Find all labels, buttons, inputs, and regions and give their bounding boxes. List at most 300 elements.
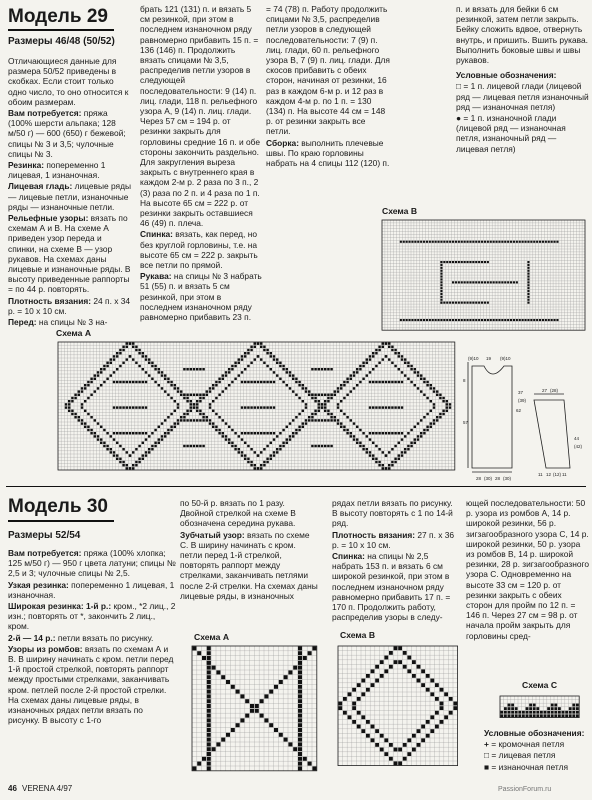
diamond-inner-stitch: [404, 435, 406, 437]
diamond-inner-stitch: [362, 432, 364, 434]
bar-stitch: [385, 432, 387, 434]
m30-scheme-a-stitch: [207, 723, 211, 727]
scheme-b-bar-stitch: [490, 319, 492, 321]
model30-col2-para-text: по 50-й р. вязать по 1 разу. Двойной стрелкой на схеме В обозначена середина рукава.: [180, 498, 296, 529]
diamond-stitch: [308, 419, 310, 421]
diamond-stitch: [369, 358, 371, 360]
scheme-b-bar-stitch: [478, 319, 480, 321]
model29-legend-item: [456, 113, 590, 154]
scheme-b-bar-stitch: [536, 241, 538, 243]
m30-scheme-b-stitch: [357, 711, 361, 715]
m30-scheme-a-stitch: [298, 675, 302, 679]
diamond-inner-stitch: [154, 381, 156, 383]
diamond-stitch: [158, 442, 160, 444]
diamond-stitch: [254, 346, 256, 348]
m30-scheme-b-stitch: [430, 679, 434, 683]
scheme-b-side-stitch: [527, 278, 529, 280]
m30-scheme-b-stitch: [412, 734, 416, 738]
m30-scheme-c-stitch: [547, 711, 550, 714]
scheme-b-bar-stitch: [409, 319, 411, 321]
diamond-inner-stitch: [375, 365, 377, 367]
m30-scheme-b-stitch: [407, 752, 411, 756]
model30-scheme-a-label: Схема А: [194, 632, 230, 642]
diamond-stitch: [420, 374, 422, 376]
m30-scheme-b-stitch: [440, 706, 444, 710]
model30-legend-text: = кромочная петля: [488, 739, 565, 750]
m30-scheme-c-stitch: [533, 714, 536, 717]
m30-scheme-c-stitch: [504, 714, 507, 717]
diamond-inner-stitch: [279, 432, 281, 434]
m30-scheme-b-stitch: [352, 702, 356, 706]
model29-legend-symbol: ●: [456, 113, 462, 124]
bar-stitch: [398, 406, 400, 408]
scheme-b-side-stitch: [527, 299, 529, 301]
diamond-stitch: [295, 381, 297, 383]
bar-stitch: [263, 406, 265, 408]
scheme-b-bar-stitch: [426, 241, 428, 243]
model30-col3-para: [332, 551, 460, 622]
bar-stitch: [385, 406, 387, 408]
scheme-b-bar-stitch: [455, 302, 457, 304]
diamond-inner-stitch: [305, 403, 307, 405]
diamond-inner-stitch: [289, 387, 291, 389]
diamond-stitch: [398, 458, 400, 460]
diamond-stitch: [206, 419, 208, 421]
diamond-stitch: [362, 362, 364, 364]
diamond-stitch: [314, 400, 316, 402]
model29-col2-para-lead: Рукава:: [140, 271, 172, 282]
diamond-stitch: [145, 454, 147, 456]
scheme-b-bar-stitch: [478, 281, 480, 283]
diamond-inner-stitch: [410, 381, 412, 383]
diamond-stitch: [334, 416, 336, 418]
diamond-stitch: [202, 413, 204, 415]
diamond-stitch: [177, 422, 179, 424]
scheme-b-bar-stitch: [426, 319, 428, 321]
diamond-stitch: [273, 454, 275, 456]
diamond-stitch: [350, 374, 352, 376]
diamond-stitch: [388, 346, 390, 348]
model30-col1-para-text: кром., *2 лиц., 2 изн.; повторять от *, закончить 2 лиц., кром.: [8, 601, 176, 632]
m30-scheme-a-stitch: [298, 709, 302, 713]
scheme-b-side-stitch: [440, 299, 442, 301]
diamond-stitch: [359, 445, 361, 447]
model30-col1-para-text: вязать по схемам А и В. В ширину начинать с кром. петли перед 1-й простой стрелкой, повторять раппорт между простыми стрелками, заканчивать кром. петлей после 2-й простой стрелки. На схемах даны лицевые ряды, в изнаночных рядах петли вязать по рисунку. В высоту с 1-го: [8, 643, 174, 726]
diamond-stitch: [407, 362, 409, 364]
front-side-num-1: 8: [463, 378, 466, 383]
m30-scheme-b-stitch: [361, 729, 365, 733]
bar-stitch: [388, 381, 390, 383]
model29-col1-para: [8, 296, 132, 316]
bar-stitch: [394, 381, 396, 383]
diamond-inner-stitch: [222, 390, 224, 392]
bar-stitch: [382, 406, 384, 408]
diamond-stitch: [417, 371, 419, 373]
diamond-inner-stitch: [148, 374, 150, 376]
scheme-b-bar-stitch: [487, 281, 489, 283]
model29-col1-para-text: Отличающиеся данные для размера 50/52 приведены в скобках. Если стоит только одно число, то оно относится к обоим размерам.: [8, 56, 129, 107]
diamond-stitch: [266, 349, 268, 351]
scheme-b-bar-stitch: [464, 281, 466, 283]
diamond-stitch: [97, 435, 99, 437]
diamond-inner-stitch: [372, 368, 374, 370]
model29-col1-para-lead: Рельефные узоры:: [8, 213, 89, 224]
diamond-inner-stitch: [337, 406, 339, 408]
diamond-inner-stitch: [353, 422, 355, 424]
m30-scheme-c-stitch: [529, 714, 532, 717]
bar-stitch: [254, 432, 256, 434]
m30-scheme-c-stitch: [547, 707, 550, 710]
m30-scheme-c-stitch: [554, 704, 557, 707]
diamond-inner-stitch: [215, 397, 217, 399]
diamond-inner-stitch: [100, 384, 102, 386]
m30-scheme-c-stitch: [529, 711, 532, 714]
diamond-stitch: [346, 429, 348, 431]
diamond-stitch: [324, 403, 326, 405]
m30-scheme-a-stitch: [293, 747, 297, 751]
model29-legend-title: Условные обозначения:: [456, 70, 557, 81]
bar-stitch: [129, 381, 131, 383]
diamond-inner-stitch: [244, 368, 246, 370]
m30-scheme-c-stitch: [533, 704, 536, 707]
scheme-b-bar-stitch: [414, 241, 416, 243]
diamond-stitch: [446, 403, 448, 405]
scheme-b-bar-stitch: [516, 241, 518, 243]
diamond-stitch: [305, 419, 307, 421]
bar-stitch: [138, 381, 140, 383]
diamond-stitch: [426, 381, 428, 383]
m30-scheme-a-stitch: [202, 757, 206, 761]
diamond-inner-stitch: [276, 374, 278, 376]
m30-scheme-b-stitch: [338, 706, 342, 710]
diamond-inner-stitch: [81, 406, 83, 408]
diamond-stitch: [302, 384, 304, 386]
model29-col3-para: [266, 138, 390, 169]
model30-col1-para: [8, 548, 176, 579]
m30-scheme-b-stitch: [426, 734, 430, 738]
sleeve-bottom-num-2: 12: [546, 472, 552, 477]
m30-scheme-b-stitch: [366, 688, 370, 692]
scheme-b-bar-stitch: [464, 241, 466, 243]
m30-scheme-b-stitch: [384, 669, 388, 673]
bar-stitch: [193, 445, 195, 447]
m30-scheme-b-stitch: [407, 656, 411, 660]
front-top-num-1: (9)10: [468, 356, 479, 361]
bar-stitch: [311, 394, 313, 396]
model30-col1-para-lead: Узоры из ромбов:: [8, 643, 83, 654]
m30-scheme-a-stitch: [207, 762, 211, 766]
diamond-stitch: [193, 403, 195, 405]
diamond-stitch: [71, 413, 73, 415]
m30-scheme-b-stitch: [435, 697, 439, 701]
m30-scheme-b-stitch: [366, 720, 370, 724]
diamond-inner-stitch: [394, 445, 396, 447]
scheme-b-bar-stitch: [458, 261, 460, 263]
m30-scheme-c-stitch: [529, 704, 532, 707]
model30-col2-para: [180, 498, 320, 529]
bar-stitch: [391, 432, 393, 434]
diamond-stitch: [84, 384, 86, 386]
diamond-stitch: [410, 368, 412, 370]
model29-col1-para-lead: Лицевая гладь:: [8, 181, 73, 192]
m30-scheme-b-stitch: [398, 646, 402, 650]
scheme-b-bar-stitch: [449, 319, 451, 321]
diamond-stitch: [238, 451, 240, 453]
diamond-stitch: [97, 438, 99, 440]
diamond-stitch: [71, 400, 73, 402]
model30-col2-para-lead: Зубчатый узор:: [180, 529, 245, 540]
bar-stitch: [321, 368, 323, 370]
scheme-b-bar-stitch: [464, 319, 466, 321]
bar-stitch: [273, 406, 275, 408]
scheme-b-bar-stitch: [484, 302, 486, 304]
scheme-b-bar-stitch: [554, 241, 556, 243]
diamond-stitch: [302, 387, 304, 389]
diamond-stitch: [247, 461, 249, 463]
bar-stitch: [369, 381, 371, 383]
scheme-b-side-stitch: [527, 276, 529, 278]
diamond-stitch: [282, 365, 284, 367]
m30-scheme-c-stitch: [533, 707, 536, 710]
diamond-stitch: [270, 454, 272, 456]
diamond-stitch: [276, 448, 278, 450]
diamond-stitch: [356, 368, 358, 370]
diamond-inner-stitch: [97, 387, 99, 389]
diamond-inner-stitch: [218, 394, 220, 396]
scheme-b-bar-stitch: [496, 281, 498, 283]
diamond-inner-stitch: [298, 413, 300, 415]
diamond-stitch: [433, 390, 435, 392]
m30-scheme-c-stitch: [526, 714, 529, 717]
m30-scheme-a-stitch: [207, 733, 211, 737]
front-bottom-num-1: 28: [476, 476, 482, 481]
scheme-b-grid: [382, 220, 585, 330]
diamond-stitch: [94, 432, 96, 434]
m30-scheme-b-stitch: [389, 743, 393, 747]
diamond-stitch: [372, 352, 374, 354]
scheme-b-bar-stitch: [478, 261, 480, 263]
m30-scheme-b-stitch: [394, 761, 398, 765]
diamond-stitch: [289, 371, 291, 373]
diamond-stitch: [270, 355, 272, 357]
diamond-inner-stitch: [212, 400, 214, 402]
bar-stitch: [311, 419, 313, 421]
bar-stitch: [186, 394, 188, 396]
diamond-stitch: [78, 416, 80, 418]
bar-stitch: [394, 406, 396, 408]
diamond-stitch: [138, 461, 140, 463]
diamond-inner-stitch: [417, 387, 419, 389]
diamond-stitch: [234, 445, 236, 447]
diamond-stitch: [126, 467, 128, 469]
m30-scheme-b-stitch: [430, 692, 434, 696]
scheme-b-bar-stitch: [493, 241, 495, 243]
diamond-stitch: [97, 374, 99, 376]
front-bottom-num-3: 28: [495, 476, 501, 481]
model29-col1-para: [8, 181, 132, 212]
m30-scheme-a-stitch: [264, 718, 268, 722]
diamond-stitch: [391, 461, 393, 463]
diamond-stitch: [186, 410, 188, 412]
scheme-b-bar-stitch: [472, 319, 474, 321]
m30-scheme-b-stitch: [348, 715, 352, 719]
diamond-stitch: [321, 403, 323, 405]
diamond-inner-stitch: [126, 358, 128, 360]
diamond-inner-stitch: [359, 429, 361, 431]
bar-stitch: [119, 432, 121, 434]
diamond-stitch: [257, 342, 259, 344]
scheme-b-bar-stitch: [551, 241, 553, 243]
sleeve-side-num-2: (39): [518, 398, 527, 403]
scheme-b-side-stitch: [527, 284, 529, 286]
diamond-inner-stitch: [174, 410, 176, 412]
diamond-inner-stitch: [122, 448, 124, 450]
m30-scheme-c-stitch: [576, 714, 579, 717]
m30-scheme-c-stitch: [511, 711, 514, 714]
diamond-inner-stitch: [174, 400, 176, 402]
diamond-inner-stitch: [90, 416, 92, 418]
bar-stitch: [378, 432, 380, 434]
scheme-b-bar-stitch: [496, 241, 498, 243]
model30-col1-para: [8, 633, 176, 643]
scheme-b-bar-stitch: [464, 261, 466, 263]
diamond-stitch: [410, 445, 412, 447]
scheme-b-bar-stitch: [475, 281, 477, 283]
m30-scheme-b-stitch: [444, 692, 448, 696]
diamond-stitch: [417, 438, 419, 440]
m30-scheme-a-stitch: [298, 685, 302, 689]
bar-stitch: [186, 368, 188, 370]
scheme-b-bar-stitch: [461, 261, 463, 263]
diamond-stitch: [346, 381, 348, 383]
m30-scheme-c-stitch: [500, 711, 503, 714]
m30-scheme-b-stitch: [394, 660, 398, 664]
m30-scheme-b-stitch: [352, 706, 356, 710]
m30-scheme-a-stitch: [207, 699, 211, 703]
diamond-stitch: [330, 416, 332, 418]
scheme-b-bar-stitch: [507, 319, 509, 321]
diamond-stitch: [126, 342, 128, 344]
scheme-b-bar-stitch: [533, 319, 535, 321]
diamond-stitch: [71, 410, 73, 412]
m30-scheme-a-stitch: [197, 762, 201, 766]
scheme-b-bar-stitch: [432, 241, 434, 243]
diamond-inner-stitch: [398, 368, 400, 370]
m30-scheme-a-stitch: [298, 651, 302, 655]
diamond-inner-stitch: [410, 429, 412, 431]
diamond-stitch: [337, 390, 339, 392]
diamond-stitch: [362, 365, 364, 367]
diamond-stitch: [436, 416, 438, 418]
diamond-stitch: [106, 365, 108, 367]
diamond-stitch: [174, 384, 176, 386]
diamond-stitch: [100, 368, 102, 370]
diamond-stitch: [158, 371, 160, 373]
diamond-stitch: [273, 358, 275, 360]
scheme-b-side-stitch: [527, 281, 529, 283]
model29-scheme-a-label: Схема А: [56, 328, 92, 338]
scheme-b-bar-stitch: [487, 302, 489, 304]
diamond-stitch: [318, 400, 320, 402]
bar-stitch: [244, 381, 246, 383]
diamond-stitch: [378, 346, 380, 348]
diamond-inner-stitch: [350, 419, 352, 421]
scheme-b-bar-stitch: [452, 302, 454, 304]
diamond-stitch: [244, 458, 246, 460]
diamond-inner-stitch: [154, 429, 156, 431]
diamond-stitch: [414, 442, 416, 444]
model29-legend-item: [456, 81, 590, 112]
bar-stitch: [324, 419, 326, 421]
diamond-stitch: [394, 352, 396, 354]
model29-col2-para: [140, 271, 262, 322]
scheme-b-bar-stitch: [525, 319, 527, 321]
m30-scheme-c-stitch: [551, 707, 554, 710]
m30-scheme-a-stitch: [255, 709, 259, 713]
diamond-stitch: [138, 349, 140, 351]
m30-scheme-b-stitch: [371, 738, 375, 742]
scheme-b-bar-stitch: [432, 319, 434, 321]
m30-scheme-b-stitch: [371, 669, 375, 673]
diamond-stitch: [78, 419, 80, 421]
bar-stitch: [254, 381, 256, 383]
diamond-stitch: [225, 371, 227, 373]
bar-stitch: [250, 432, 252, 434]
diamond-inner-stitch: [132, 358, 134, 360]
diamond-stitch: [212, 384, 214, 386]
diamond-stitch: [446, 400, 448, 402]
model29-scheme-b-chart: [380, 218, 590, 336]
diamond-stitch: [433, 387, 435, 389]
m30-scheme-a-stitch: [298, 762, 302, 766]
diamond-stitch: [183, 416, 185, 418]
scheme-b-bar-stitch: [440, 319, 442, 321]
page-number: 46: [8, 784, 17, 793]
model30-col3-para-text: 27 п. х 36 р. = 10 х 10 см.: [332, 529, 455, 550]
m30-scheme-a-stitch: [260, 714, 264, 718]
diamond-stitch: [279, 365, 281, 367]
m30-scheme-a-stitch: [284, 675, 288, 679]
bar-stitch: [398, 432, 400, 434]
diamond-stitch: [263, 461, 265, 463]
bar-stitch: [202, 394, 204, 396]
bar-stitch: [241, 406, 243, 408]
scheme-b-bar-stitch: [400, 241, 402, 243]
bar-stitch: [116, 406, 118, 408]
scheme-b-side-stitch: [440, 270, 442, 272]
diamond-stitch: [305, 387, 307, 389]
scheme-b-bar-stitch: [423, 241, 425, 243]
diamond-inner-stitch: [270, 368, 272, 370]
diamond-stitch: [132, 464, 134, 466]
bar-stitch: [113, 432, 115, 434]
m30-scheme-a-stitch: [207, 742, 211, 746]
scheme-b-bar-stitch: [498, 319, 500, 321]
scheme-b-side-stitch: [440, 281, 442, 283]
model30-col3-para-lead: Плотность вязания:: [332, 529, 416, 540]
diamond-stitch: [97, 371, 99, 373]
diamond-inner-stitch: [122, 362, 124, 364]
bar-stitch: [145, 432, 147, 434]
m30-scheme-a-stitch: [240, 694, 244, 698]
diamond-stitch: [436, 419, 438, 421]
m30-scheme-a-stitch: [298, 680, 302, 684]
diamond-stitch: [132, 342, 134, 344]
diamond-stitch: [260, 342, 262, 344]
diamond-inner-stitch: [209, 406, 211, 408]
diamond-stitch: [257, 467, 259, 469]
m30-scheme-b-stitch: [384, 656, 388, 660]
